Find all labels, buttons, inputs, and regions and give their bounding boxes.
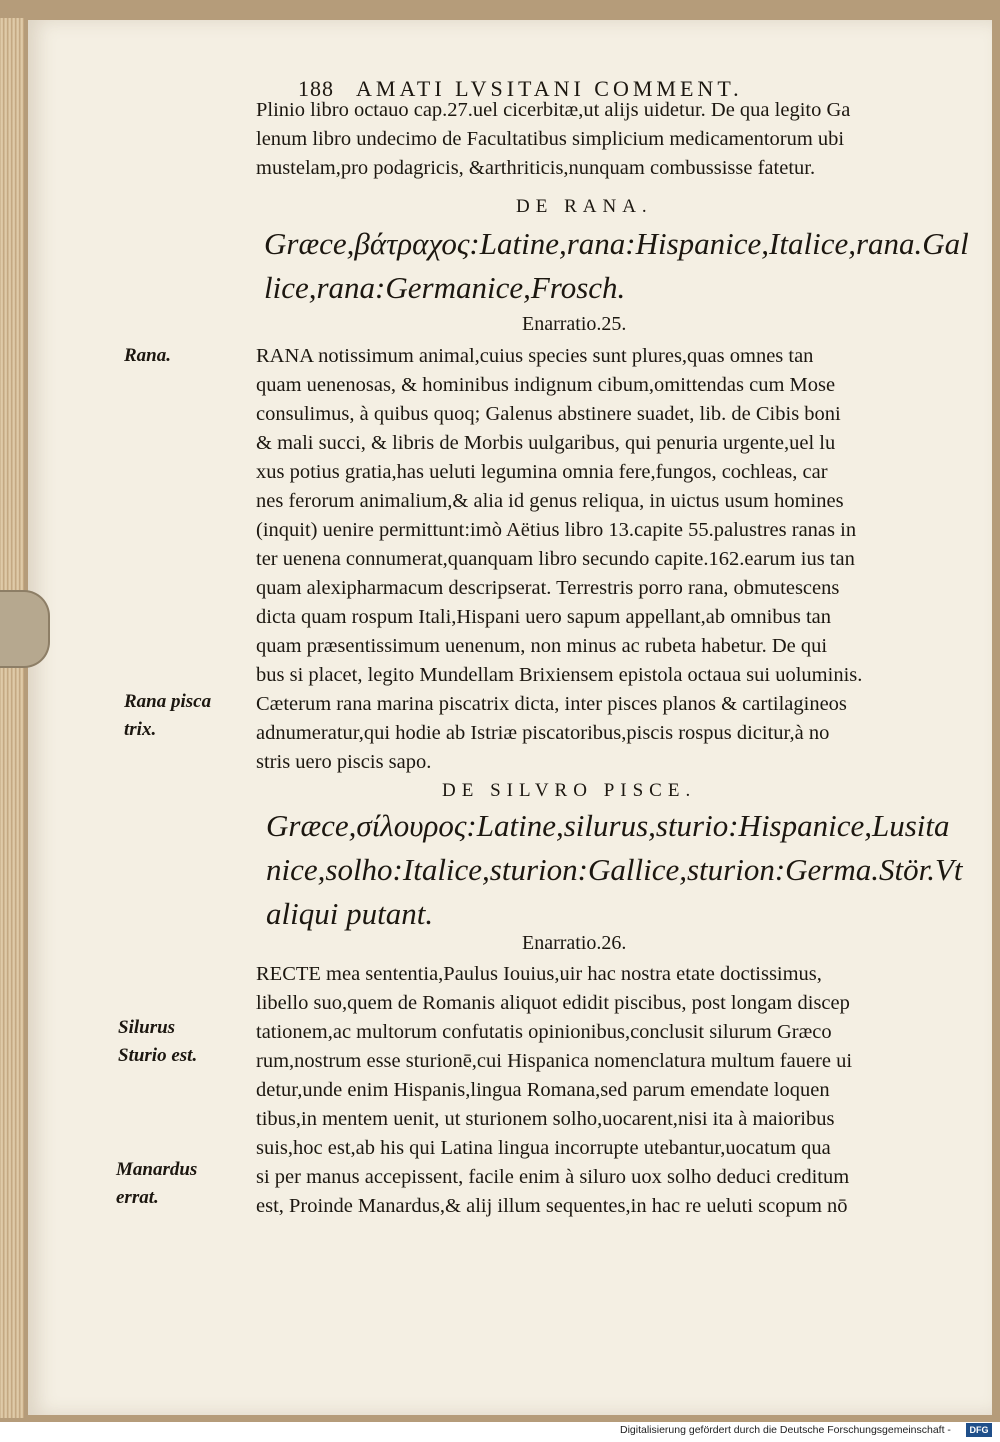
book-page xyxy=(28,20,992,1415)
text-line: (inquit) uenire permittunt:imò Aëtius libro 13.capite 55.palustres ranas in xyxy=(256,519,857,541)
text-line: est, Proinde Manardus,& alij illum sequentes,in hac re ueluti scopum nō xyxy=(256,1195,848,1217)
margin-note-line: Sturio est. xyxy=(118,1045,198,1066)
section-heading-silurus: DE SILVRO PISCE. xyxy=(442,780,697,801)
text-line: nes ferorum animalium,& alia id genus reliqua, in uictus usum homines xyxy=(256,490,844,512)
rana-names xyxy=(264,222,1000,310)
text-line: suis,hoc est,ab his qui Latina lingua incorrupte utebantur,uocatum qua xyxy=(256,1137,831,1159)
margin-note-line: Silurus xyxy=(118,1017,176,1038)
text-line: lenum libro undecimo de Facultatibus simplicium medicamentorum ubi xyxy=(256,128,845,150)
enarratio-26: Enarratio.26. xyxy=(522,932,627,954)
silurus-names xyxy=(266,804,1000,936)
text-line: Plinio libro octauo cap.27.uel cicerbitæ,ut alijs uidetur. De qua legito Ga xyxy=(256,99,851,121)
names-line: nice,solho:Italice,sturion:Gallice,sturion:Germa.Stör.Vt xyxy=(266,852,963,887)
margin-note-silurus xyxy=(118,1014,230,1070)
text-line: adnumeratur,qui hodie ab Istriæ piscatoribus,piscis rospus dicitur,à no xyxy=(256,722,830,744)
page-number: 188 xyxy=(298,76,334,101)
margin-note-line: errat. xyxy=(116,1187,159,1208)
text-line: bus si placet, legito Mundellam Brixiensem epistola octaua sui uoluminis. xyxy=(256,664,863,686)
names-line: aliqui putant. xyxy=(266,896,434,931)
margin-note-line: trix. xyxy=(124,719,157,740)
names-line: lice,rana:Germanice,Frosch. xyxy=(264,270,626,305)
margin-note-rana-piscatrix xyxy=(124,688,236,744)
text-line: RECTE mea sententia,Paulus Iouius,uir hac nostra etate doctissimus, xyxy=(256,963,822,985)
intro-paragraph xyxy=(256,96,1000,183)
page-fore-edge xyxy=(0,18,24,1418)
text-line: tibus,in mentem uenit, ut sturionem solho,uocarent,nisi ita à maioribus xyxy=(256,1108,835,1130)
text-line: tationem,ac multorum confutatis opinionibus,conclusit silurum Græco xyxy=(256,1021,832,1043)
dfg-logo: DFG xyxy=(966,1423,992,1437)
margin-note-rana xyxy=(124,342,236,370)
text-line: consulimus, à quibus quoq; Galenus abstinere suadet, lib. de Cibis boni xyxy=(256,403,841,425)
margin-note-line: Manardus xyxy=(116,1159,198,1180)
running-head-title: AMATI LVSITANI COMMENT. xyxy=(356,76,743,101)
names-line: Græce,σίλουρος:Latine,silurus,sturio:Hispanice,Lusita xyxy=(266,808,950,843)
margin-note-line: Rana pisca xyxy=(124,691,212,712)
text-line: detur,unde enim Hispanis,lingua Romana,sed parum emendate loquen xyxy=(256,1079,830,1101)
page-tab-clip xyxy=(0,590,50,668)
silurus-paragraph xyxy=(256,960,1000,1221)
margin-note-line: Rana. xyxy=(124,345,171,366)
text-line: quam alexipharmacum descripserat. Terrestris porro rana, obmutescens xyxy=(256,577,840,599)
text-line: rum,nostrum esse sturionē,cui Hispanica nomenclatura multum fauere ui xyxy=(256,1050,853,1072)
text-line: RANA notissimum animal,cuius species sunt plures,quas omnes tan xyxy=(256,345,814,367)
text-line: libello suo,quem de Romanis aliquot edidit piscibus, post longam discep xyxy=(256,992,850,1014)
text-line: Cæterum rana marina piscatrix dicta, inter pisces planos & cartilagineos xyxy=(256,693,847,715)
text-line: quam uenenosas, & hominibus indignum cibum,omittendas cum Mose xyxy=(256,374,836,396)
text-line: si per manus accepissent, facile enim à siluro uox solho deduci creditum xyxy=(256,1166,850,1188)
text-line: & mali succi, & libris de Morbis uulgaribus, qui penuria urgente,uel lu xyxy=(256,432,836,454)
text-line: stris uero piscis sapo. xyxy=(256,751,432,773)
text-line: dicta quam rospum Itali,Hispani uero sapum appellant,ab omnibus tan xyxy=(256,606,832,628)
text-line: mustelam,pro podagricis, &arthriticis,nunquam combussisse fatetur. xyxy=(256,157,816,179)
margin-note-manardus xyxy=(116,1156,228,1212)
names-line: Græce,βάτραχος:Latine,rana:Hispanice,Italice,rana.Gal xyxy=(264,226,969,261)
text-line: ter uenena connumerat,quanquam libro secundo capite.162.earum ius tan xyxy=(256,548,855,570)
section-heading-rana: DE RANA. xyxy=(516,196,653,217)
rana-paragraph xyxy=(256,342,1000,777)
enarratio-25: Enarratio.25. xyxy=(522,313,627,335)
digitization-credit: Digitalisierung gefördert durch die Deutsche Forschungsgemeinschaft - xyxy=(620,1424,951,1436)
text-line: quam præsentissimum uenenum, non minus ac rubeta habetur. De qui xyxy=(256,635,828,657)
text-line: xus potius gratia,has ueluti legumina omnia fere,fungos, cochleas, car xyxy=(256,461,828,483)
